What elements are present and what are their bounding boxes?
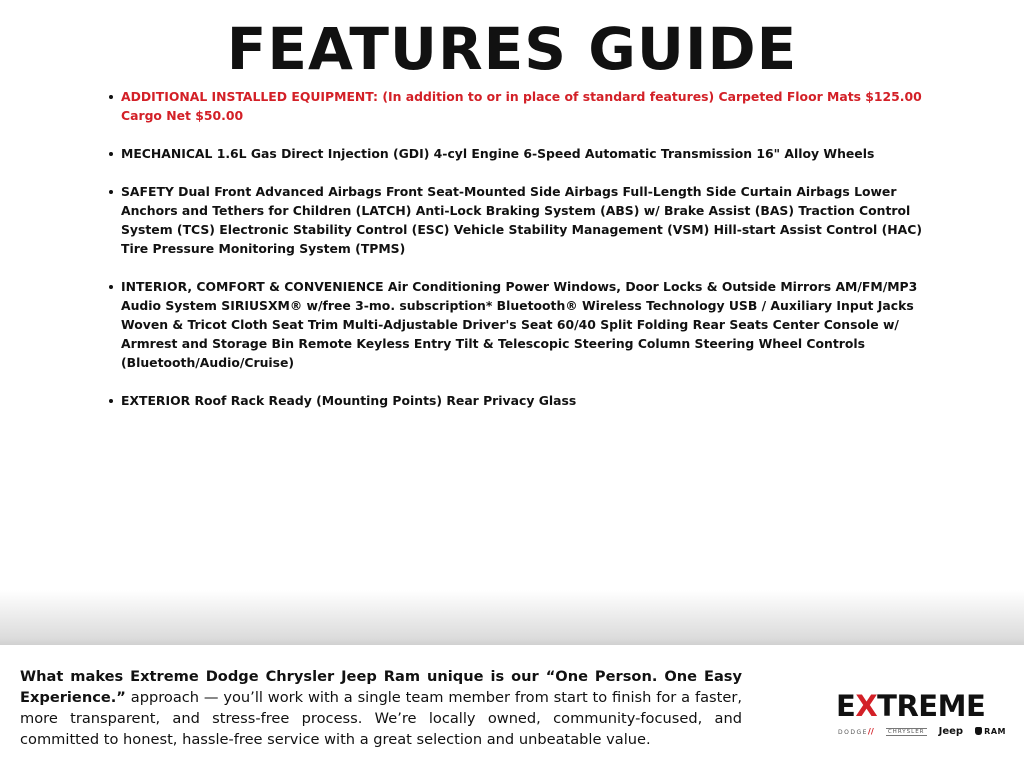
chrysler-logo: CHRYSLER	[887, 729, 925, 735]
feature-item-additional-equipment	[108, 87, 938, 125]
dealer-description	[20, 666, 742, 750]
dealer-footer	[0, 645, 1024, 768]
feature-text: MECHANICAL 1.6L Gas Direct Injection (GDI) 4-cyl Engine 6-Speed Automatic Transmission 16" Alloy Wheels	[121, 146, 875, 161]
ram-logo: RAM	[975, 726, 1006, 738]
feature-item-mechanical	[108, 144, 938, 163]
feature-text: EXTERIOR Roof Rack Ready (Mounting Points) Rear Privacy Glass	[121, 393, 577, 408]
feature-text: INTERIOR, COMFORT & CONVENIENCE Air Conditioning Power Windows, Door Locks & Outside Mirrors AM/FM/MP3 Audio System SIRIUSXM® w/free 3-mo. subscription* Bluetooth® Wireless Technology USB / Auxiliary Input Jacks Woven & Tricot Cloth Seat Trim Multi-Adjustable Driver's Seat 60/40 Split Folding Rear Seats Center Console w/ Armrest and Storage Bin Remote Keyless Entry Tilt & Telescopic Steering Column Steering Wheel Controls (Bluetooth/Audio/Cruise)	[121, 279, 918, 370]
feature-item-safety	[108, 182, 938, 258]
feature-item-interior	[108, 277, 938, 372]
jeep-logo: Jeep	[938, 726, 964, 737]
brand-logos-row	[838, 726, 1006, 738]
ram-head-icon	[975, 727, 982, 735]
footer-shadow	[0, 590, 1024, 650]
dealer-description-bold: What makes Extreme Dodge Chrysler Jeep Ram unique is our “One Person. One Easy Experience.”	[20, 668, 742, 706]
feature-text: SAFETY Dual Front Advanced Airbags Front Seat-Mounted Side Airbags Full-Length Side Curtain Airbags Lower Anchors and Tethers for Children (LATCH) Anti-Lock Braking System (ABS) w/ Brake Assist (BAS) Traction Control System (TCS) Electronic Stability Control (ESC) Vehicle Stability Management (VSM) Hill-start Assist Control (HAC) Tire Pressure Monitoring System (TPMS)	[121, 184, 922, 256]
logo-letter-e: E	[836, 689, 856, 723]
dodge-logo: DODGE//	[838, 726, 874, 736]
features-list	[108, 87, 938, 429]
logo-letters-treme: TREME	[877, 689, 986, 723]
extreme-logo	[836, 689, 1006, 739]
logo-letter-x: X	[855, 689, 878, 723]
dealer-description-regular: approach — you’ll work with a single team member from start to finish for a faster, more transparent, and stress-free process. We’re locally owned, community-focused, and committed to honest, hassle-free service with a great selection and unbeatable value.	[20, 689, 742, 748]
feature-text: ADDITIONAL INSTALLED EQUIPMENT: (In addition to or in place of standard features) Carpeted Floor Mats $125.00 Cargo Net $50.00	[121, 89, 922, 123]
feature-item-exterior	[108, 391, 938, 410]
extreme-logo-wordmark	[836, 689, 1006, 723]
page-title: FEATURES GUIDE	[226, 15, 798, 83]
